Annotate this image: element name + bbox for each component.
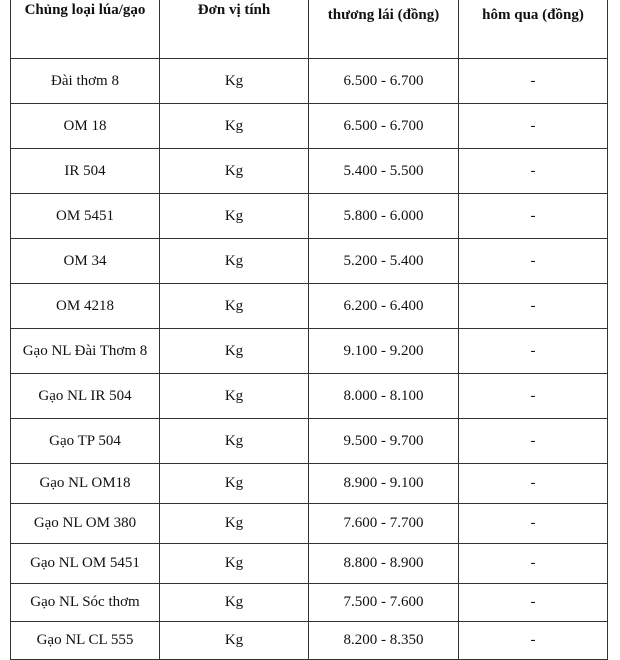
cell-change: - [459, 622, 608, 660]
cell-price-range: 6.500 - 6.700 [309, 104, 459, 149]
cell-unit: Kg [160, 622, 309, 660]
cell-change: - [459, 584, 608, 622]
cell-price-range: 5.200 - 5.400 [309, 239, 459, 284]
price-table-container [10, 0, 607, 660]
cell-rice-type: Gạo NL OM 380 [11, 504, 160, 544]
table-row [11, 464, 608, 504]
cell-unit: Kg [160, 104, 309, 149]
cell-rice-type: Gạo NL IR 504 [11, 374, 160, 419]
cell-rice-type: Gạo TP 504 [11, 419, 160, 464]
table-row [11, 239, 608, 284]
header-rice-type: Chủng loại lúa/gạo [11, 0, 160, 59]
cell-rice-type: OM 34 [11, 239, 160, 284]
table-row [11, 622, 608, 660]
table-row [11, 329, 608, 374]
cell-change: - [459, 284, 608, 329]
table-row [11, 104, 608, 149]
cell-unit: Kg [160, 59, 309, 104]
cell-rice-type: Gạo NL Sóc thơm [11, 584, 160, 622]
rice-price-table [10, 0, 608, 660]
cell-change: - [459, 149, 608, 194]
cell-unit: Kg [160, 194, 309, 239]
table-row [11, 149, 608, 194]
table-body [11, 59, 608, 660]
cell-rice-type: Gạo NL Đài Thơm 8 [11, 329, 160, 374]
header-yesterday-change: hôm qua (đồng) [459, 0, 608, 59]
cell-rice-type: IR 504 [11, 149, 160, 194]
cell-unit: Kg [160, 374, 309, 419]
cell-change: - [459, 329, 608, 374]
cell-unit: Kg [160, 584, 309, 622]
cell-price-range: 8.200 - 8.350 [309, 622, 459, 660]
cell-change: - [459, 374, 608, 419]
table-row [11, 504, 608, 544]
cell-price-range: 5.800 - 6.000 [309, 194, 459, 239]
cell-change: - [459, 419, 608, 464]
table-row [11, 374, 608, 419]
cell-price-range: 8.800 - 8.900 [309, 544, 459, 584]
table-row [11, 59, 608, 104]
cell-price-range: 9.500 - 9.700 [309, 419, 459, 464]
cell-change: - [459, 104, 608, 149]
cell-rice-type: Đài thơm 8 [11, 59, 160, 104]
table-row [11, 544, 608, 584]
cell-price-range: 6.500 - 6.700 [309, 59, 459, 104]
cell-rice-type: OM 5451 [11, 194, 160, 239]
cell-rice-type: Gạo NL OM 5451 [11, 544, 160, 584]
table-row [11, 419, 608, 464]
cell-change: - [459, 464, 608, 504]
cell-change: - [459, 194, 608, 239]
cell-unit: Kg [160, 239, 309, 284]
cell-change: - [459, 239, 608, 284]
cell-unit: Kg [160, 464, 309, 504]
cell-price-range: 9.100 - 9.200 [309, 329, 459, 374]
table-row [11, 194, 608, 239]
cell-unit: Kg [160, 544, 309, 584]
cell-change: - [459, 504, 608, 544]
cell-price-range: 6.200 - 6.400 [309, 284, 459, 329]
cell-rice-type: Gạo NL CL 555 [11, 622, 160, 660]
cell-rice-type: Gạo NL OM18 [11, 464, 160, 504]
cell-unit: Kg [160, 419, 309, 464]
table-row [11, 284, 608, 329]
cell-price-range: 8.000 - 8.100 [309, 374, 459, 419]
cell-change: - [459, 544, 608, 584]
cell-rice-type: OM 4218 [11, 284, 160, 329]
cell-price-range: 5.400 - 5.500 [309, 149, 459, 194]
cell-rice-type: OM 18 [11, 104, 160, 149]
cell-price-range: 8.900 - 9.100 [309, 464, 459, 504]
cell-price-range: 7.600 - 7.700 [309, 504, 459, 544]
cell-unit: Kg [160, 329, 309, 374]
header-unit: Đơn vị tính [160, 0, 309, 59]
cell-unit: Kg [160, 284, 309, 329]
table-header-row [11, 0, 608, 59]
header-trader-price: thương lái (đồng) [309, 0, 459, 59]
table-row [11, 584, 608, 622]
cell-change: - [459, 59, 608, 104]
cell-unit: Kg [160, 149, 309, 194]
cell-price-range: 7.500 - 7.600 [309, 584, 459, 622]
cell-unit: Kg [160, 504, 309, 544]
